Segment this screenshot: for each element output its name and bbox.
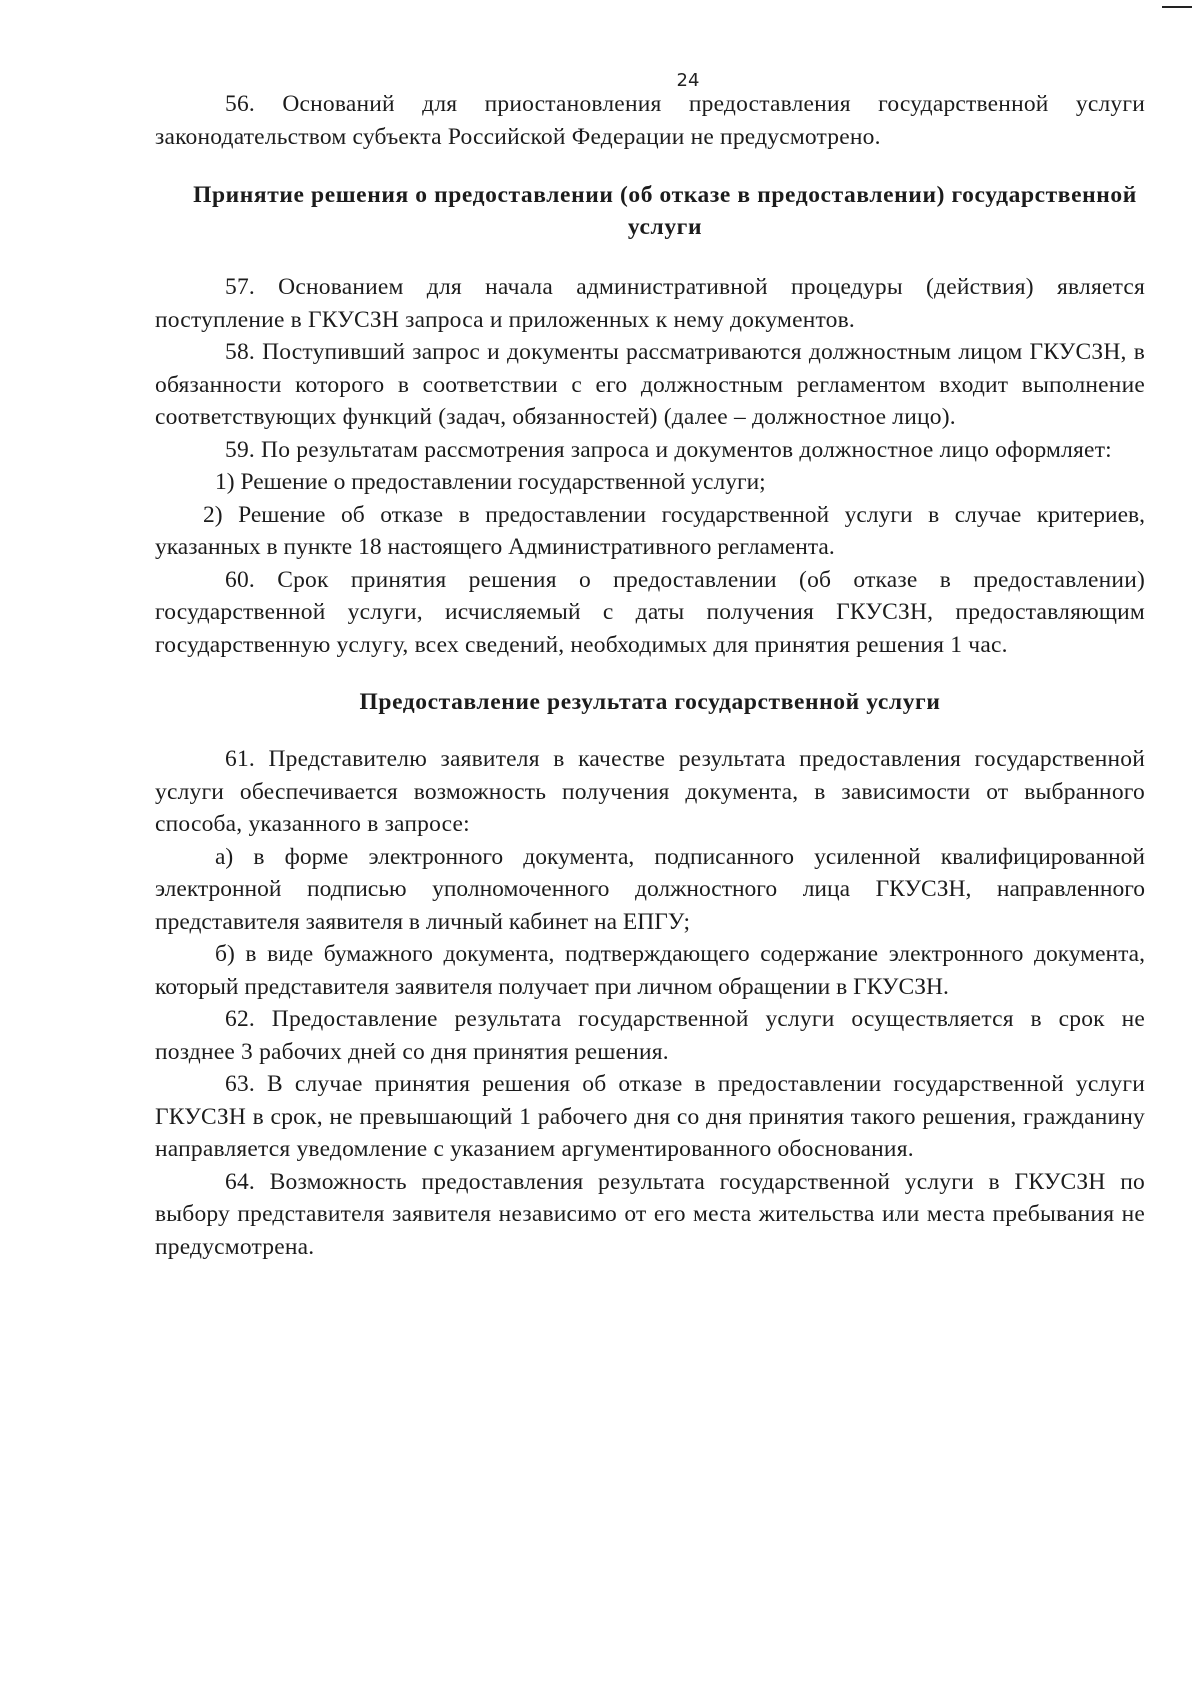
list-item-59-2: 2) Решение об отказе в предоставлении государственной услуги в случае критериев, указанных в пункте 18 настоящего Административного регламента. [155, 501, 1145, 560]
paragraph-63: 63. В случае принятия решения об отказе в предоставлении государственной услуги ГКУСЗН в срок, не превышающий 1 рабочего дня со дня принятия такого решения, гражданину направляется уведомление с указанием аргументированного обоснования. [155, 1071, 1145, 1162]
section-heading-decision: Принятие решения о предоставлении (об отказе в предоставлении) государственной услуги [193, 182, 1137, 240]
paragraph-59: 59. По результатам рассмотрения запроса и документов должностное лицо оформляет: [225, 436, 1112, 463]
section-heading-result: Предоставление результата государственной услуги [359, 689, 941, 715]
paragraph-57: 57. Основанием для начала административной процедуры (действия) является поступление в ГКУСЗН запроса и приложенных к нему документов. [155, 274, 1145, 333]
document-body [155, 88, 1145, 1263]
paragraph-60: 60. Срок принятия решения о предоставлении (об отказе в предоставлении) государственной услуги, исчисляемый с даты получения ГКУСЗН, предоставляющим государственную услугу, всех сведений, необходимых для принятия решения 1 час. [155, 566, 1145, 658]
paragraph-64: 64. Возможность предоставления результата государственной услуги в ГКУСЗН по выбору представителя заявителя независимо от его места жительства или места пребывания не предусмотрена. [155, 1168, 1145, 1260]
page-number: 24 [676, 70, 700, 91]
paragraph-56: 56. Оснований для приостановления предоставления государственной услуги законодательством субъекта Российской Федерации не предусмотрено. [155, 91, 1145, 150]
paragraph-61: 61. Представителю заявителя в качестве результата предоставления государственной услуги обеспечивается возможность получения документа, в зависимости от выбранного способа, указанного в запросе: [155, 746, 1145, 837]
list-item-61-a: а) в форме электронного документа, подписанного усиленной квалифицированной электронной подписью уполномоченного должностного лица ГКУСЗН, направленного представителя заявителя в личный кабинет на ЕПГУ; [155, 843, 1145, 935]
list-item-61-b: б) в виде бумажного документа, подтверждающего содержание электронного документа, который представителя заявителя получает при личном обращении в ГКУСЗН. [155, 941, 1145, 1000]
scan-corner-mark [1162, 0, 1192, 8]
paragraph-62: 62. Предоставление результата государственной услуги осуществляется в срок не позднее 3 рабочих дней со дня принятия решения. [155, 1006, 1145, 1065]
list-item-59-1: 1) Решение о предоставлении государственной услуги; [215, 469, 766, 495]
paragraph-58: 58. Поступивший запрос и документы рассматриваются должностным лицом ГКУСЗН, в обязанности которого в соответствии с его должностным регламентом входит выполнение соответствующих функций (задач, обязанностей) (далее – должностное лицо). [155, 339, 1145, 430]
